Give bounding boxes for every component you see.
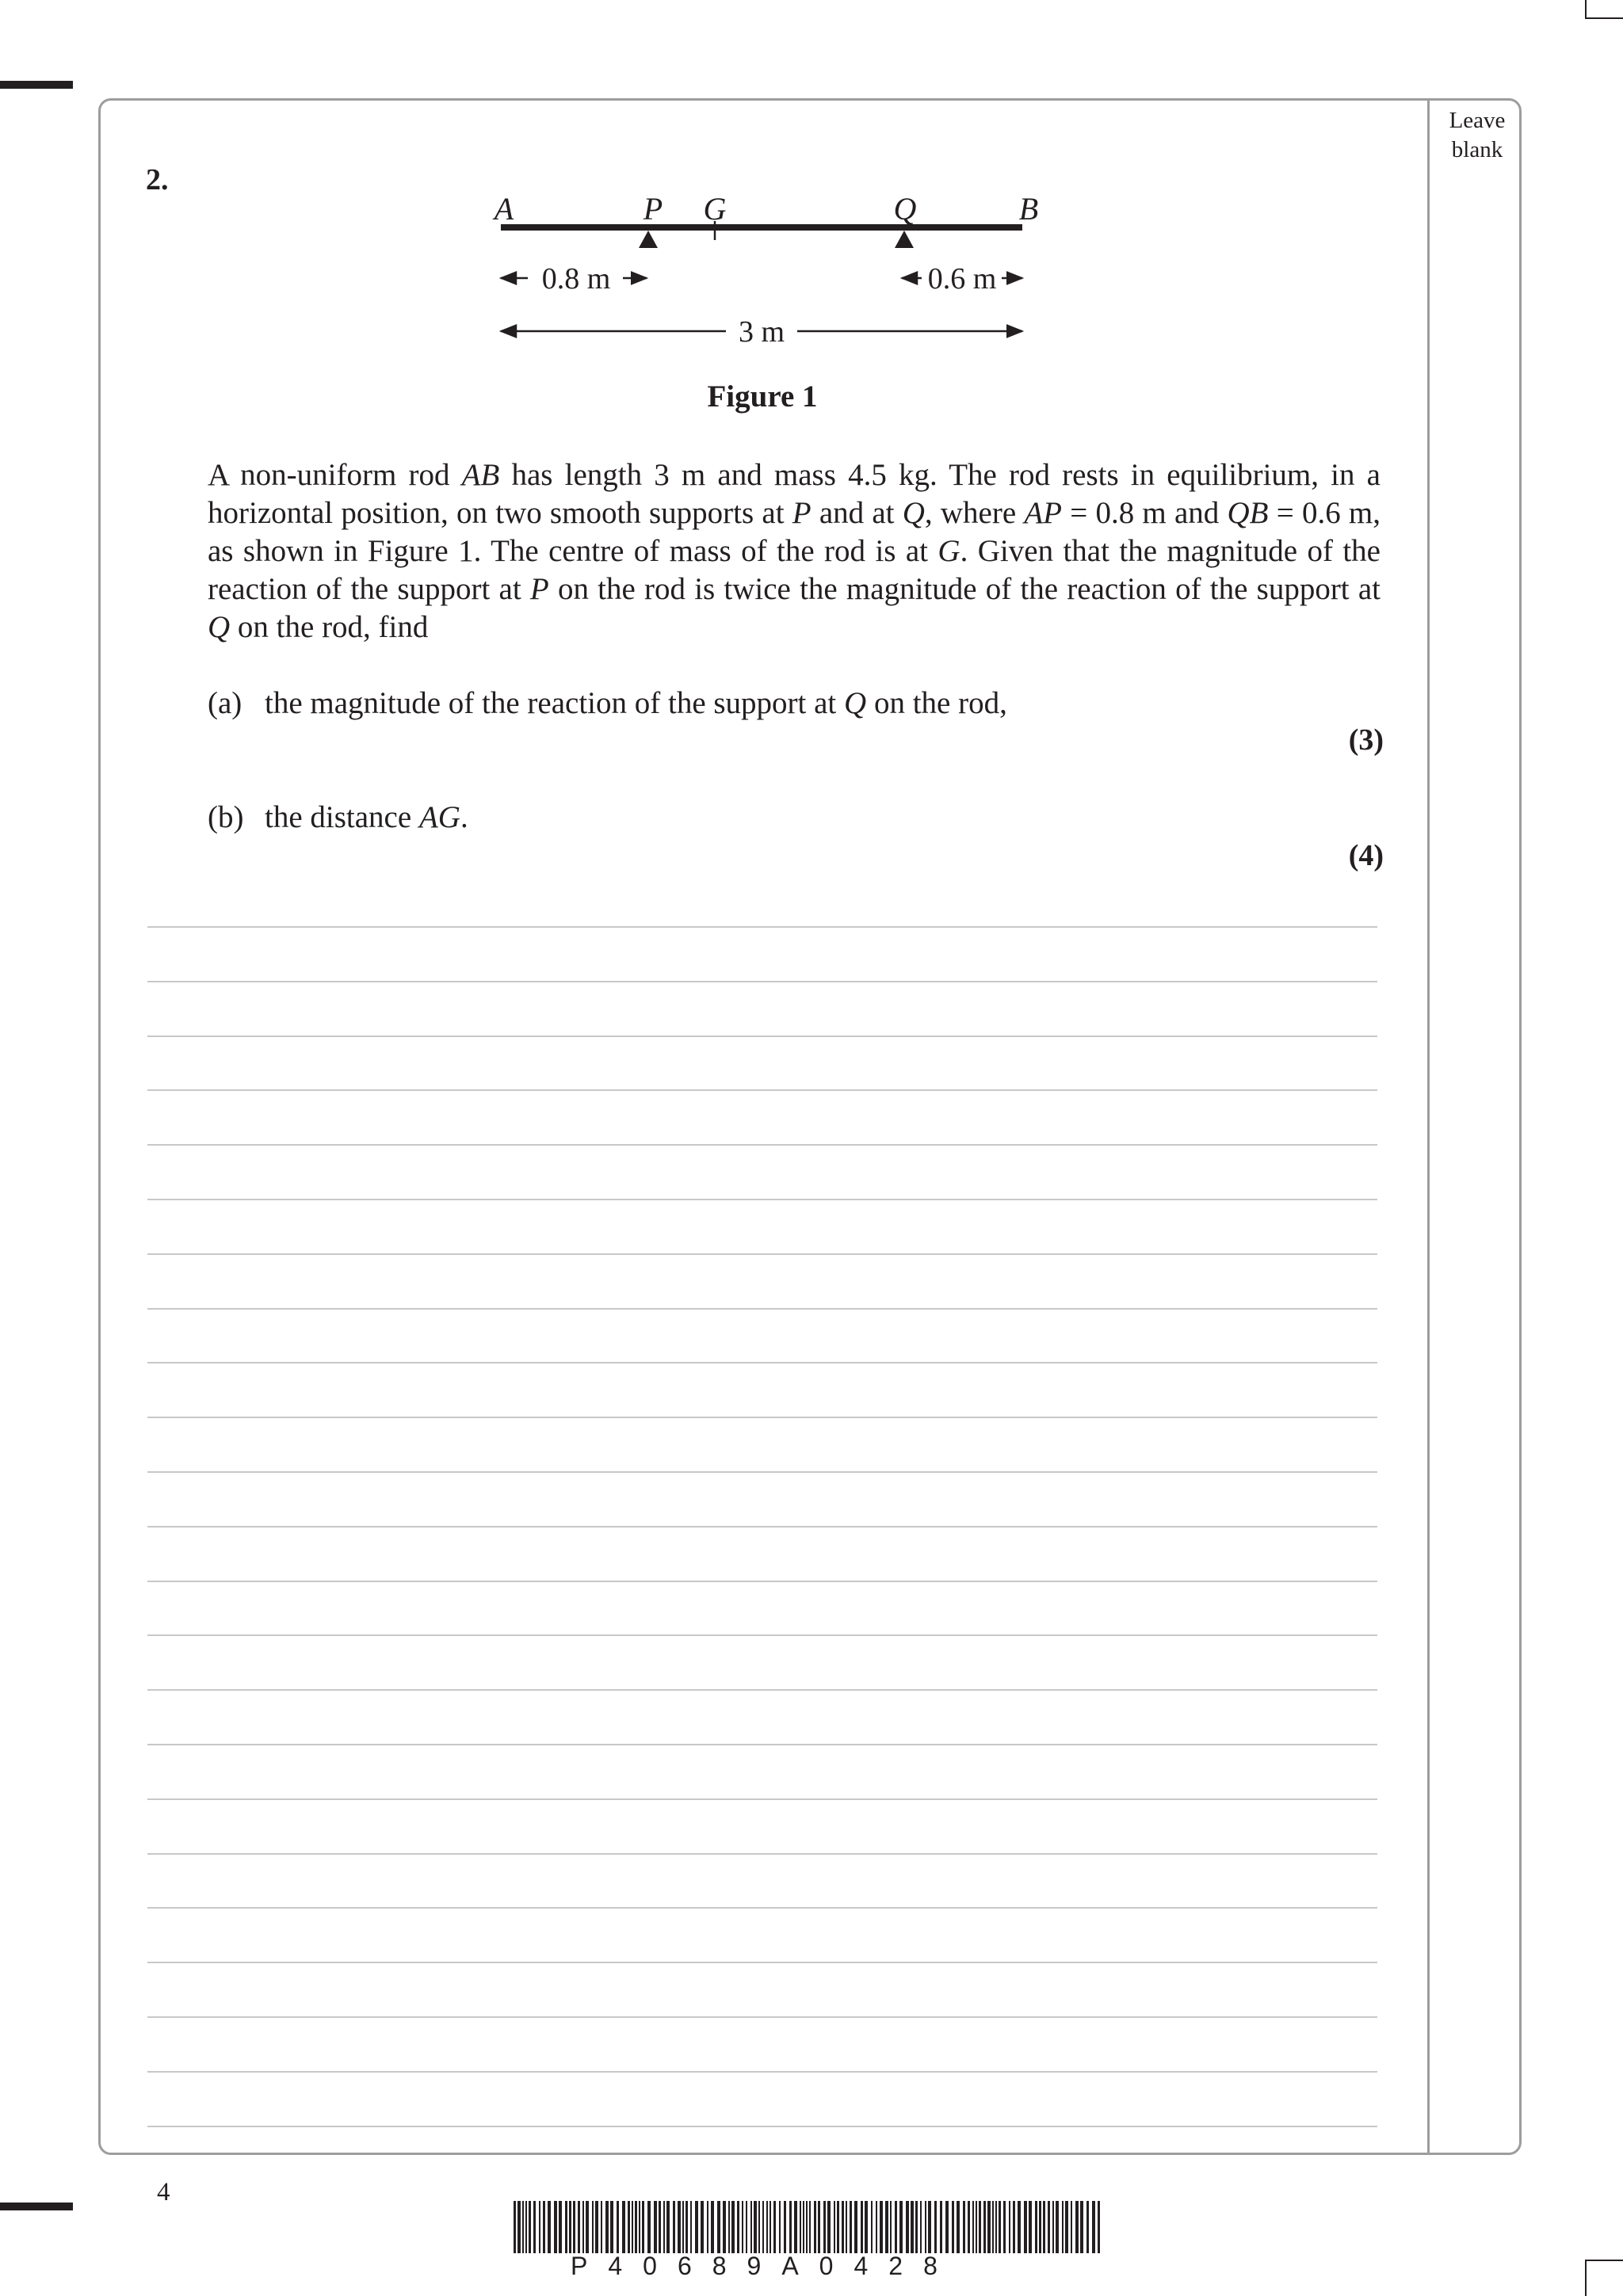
barcode-bar bbox=[871, 2201, 873, 2253]
barcode-bar bbox=[861, 2201, 863, 2253]
barcode-bar bbox=[1024, 2201, 1027, 2253]
answer-line bbox=[147, 926, 1377, 928]
text-run-italic: Q bbox=[902, 496, 925, 530]
leave-blank-line-2: blank bbox=[1451, 137, 1503, 162]
barcode-bar bbox=[514, 2201, 516, 2253]
barcode-bar bbox=[784, 2201, 786, 2253]
barcode-bar bbox=[972, 2201, 974, 2253]
barcode-bar bbox=[762, 2201, 764, 2253]
answer-line bbox=[147, 1689, 1377, 1691]
barcode-bar bbox=[533, 2201, 536, 2253]
question-paragraph bbox=[208, 456, 1381, 646]
page-number: 4 bbox=[157, 2178, 170, 2206]
dimension-ab: 3 m bbox=[738, 315, 785, 349]
rod-diagram bbox=[475, 178, 1046, 360]
crop-mark-top-right-horizontal bbox=[1585, 17, 1623, 19]
text-run-italic: P bbox=[529, 572, 549, 606]
barcode-bar bbox=[529, 2201, 531, 2253]
text-run: . Given that the magnitude of the reaction of the support at bbox=[208, 534, 1381, 606]
support-q bbox=[895, 231, 914, 248]
barcode-bar bbox=[779, 2201, 781, 2253]
barcode-bar bbox=[854, 2201, 857, 2253]
leave-blank-line-1: Leave bbox=[1449, 108, 1506, 133]
barcode-bar bbox=[601, 2201, 602, 2253]
barcode-bar bbox=[525, 2201, 527, 2253]
barcode-bar bbox=[746, 2201, 747, 2253]
barcode-bar bbox=[639, 2201, 640, 2253]
barcode-bar bbox=[635, 2201, 637, 2253]
question-number: 2. bbox=[146, 163, 169, 196]
barcode-bar bbox=[876, 2201, 877, 2253]
barcode-bar bbox=[628, 2201, 630, 2253]
answer-line bbox=[147, 1798, 1377, 1800]
barcode-bar bbox=[1080, 2201, 1083, 2253]
barcode-bar bbox=[605, 2201, 609, 2253]
point-label-p: P bbox=[643, 191, 663, 227]
barcode-bar bbox=[1029, 2201, 1032, 2253]
barcode-bar bbox=[999, 2201, 1001, 2253]
answer-line bbox=[147, 1253, 1377, 1255]
answer-line bbox=[147, 1144, 1377, 1146]
crop-mark-bottom-right-horizontal bbox=[1585, 2260, 1623, 2261]
barcode-bar bbox=[987, 2201, 991, 2253]
barcode-bar bbox=[632, 2201, 633, 2253]
text-run: = 0.8 m and bbox=[1062, 496, 1228, 530]
barcode-bar bbox=[1071, 2201, 1072, 2253]
barcode-bar bbox=[979, 2201, 981, 2253]
crop-mark-bottom-right-vertical bbox=[1585, 2260, 1587, 2296]
barcode-bar bbox=[915, 2201, 918, 2253]
text-run: = 0.6 m, as shown in Figure 1. The centre of mass of the rod is at bbox=[208, 496, 1381, 568]
barcode-bar bbox=[750, 2201, 752, 2253]
barcode-bar bbox=[1043, 2201, 1045, 2253]
barcode-bar bbox=[663, 2201, 665, 2253]
barcode-bar bbox=[690, 2201, 692, 2253]
barcode-bar bbox=[837, 2201, 839, 2253]
barcode-bar bbox=[654, 2201, 657, 2253]
barcode-bar bbox=[940, 2201, 942, 2253]
barcode-bar bbox=[983, 2201, 986, 2253]
barcode-bar bbox=[823, 2201, 826, 2253]
barcode-bar bbox=[622, 2201, 625, 2253]
text-run-italic: G bbox=[938, 534, 960, 568]
text-run: the magnitude of the reaction of the support at bbox=[265, 686, 845, 720]
part-a bbox=[208, 685, 1007, 723]
barcode-bar bbox=[842, 2201, 844, 2253]
barcode-bar bbox=[1035, 2201, 1037, 2253]
dimension-ap: 0.8 m bbox=[541, 262, 611, 296]
leave-blank-label bbox=[1433, 106, 1522, 165]
barcode-bar bbox=[834, 2201, 835, 2253]
barcode-bar bbox=[1039, 2201, 1041, 2253]
barcode-bar bbox=[1092, 2201, 1095, 2253]
barcode-bar bbox=[800, 2201, 801, 2253]
barcode-bar bbox=[906, 2201, 909, 2253]
barcode-bar bbox=[666, 2201, 670, 2253]
barcode-bar bbox=[595, 2201, 598, 2253]
answer-line bbox=[147, 1581, 1377, 1582]
point-label-q: Q bbox=[893, 191, 917, 227]
barcode-bar bbox=[701, 2201, 704, 2253]
answer-line bbox=[147, 2126, 1377, 2127]
barcode-bar bbox=[723, 2201, 726, 2253]
barcode-bar bbox=[766, 2201, 768, 2253]
answer-line bbox=[147, 2016, 1377, 2018]
text-run: . bbox=[460, 800, 468, 834]
barcode-bar bbox=[717, 2201, 720, 2253]
barcode-bar bbox=[543, 2201, 545, 2253]
barcode-bar bbox=[968, 2201, 970, 2253]
figure-caption-text: Figure 1 bbox=[707, 379, 818, 414]
answer-line bbox=[147, 1962, 1377, 1963]
barcode-bar bbox=[773, 2201, 776, 2253]
barcode-bar bbox=[565, 2201, 567, 2253]
barcode bbox=[514, 2201, 1102, 2253]
text-run-italic: AB bbox=[461, 458, 500, 492]
barcode-bar bbox=[814, 2201, 816, 2253]
barcode-bar bbox=[794, 2201, 797, 2253]
barcode-bar bbox=[1086, 2201, 1089, 2253]
crop-mark-top-right-vertical bbox=[1585, 0, 1587, 17]
text-run-italic: AP bbox=[1024, 496, 1063, 530]
barcode-bar bbox=[742, 2201, 743, 2253]
barcode-bar bbox=[548, 2201, 551, 2253]
barcode-bar bbox=[642, 2201, 644, 2253]
barcode-bar bbox=[1062, 2201, 1064, 2253]
text-run-italic: AG bbox=[418, 800, 460, 834]
barcode-bar bbox=[586, 2201, 589, 2253]
barcode-bar bbox=[569, 2201, 571, 2253]
barcode-bar bbox=[592, 2201, 594, 2253]
answer-line bbox=[147, 1199, 1377, 1200]
barcode-bar bbox=[1013, 2201, 1015, 2253]
barcode-bar bbox=[539, 2201, 540, 2253]
barcode-bar bbox=[1056, 2201, 1059, 2253]
answer-line bbox=[147, 1634, 1377, 1636]
barcode-bar bbox=[1018, 2201, 1021, 2253]
point-label-b: B bbox=[1018, 191, 1039, 227]
text-run: , where bbox=[924, 496, 1025, 530]
barcode-bar bbox=[789, 2201, 792, 2253]
barcode-bar bbox=[707, 2201, 708, 2253]
answer-line bbox=[147, 1471, 1377, 1473]
figure-caption bbox=[0, 379, 1525, 414]
barcode-bar bbox=[685, 2201, 688, 2253]
barcode-bar bbox=[846, 2201, 847, 2253]
barcode-bar bbox=[885, 2201, 888, 2253]
question-text bbox=[208, 456, 1381, 646]
barcode-bar bbox=[731, 2201, 735, 2253]
answer-line bbox=[147, 1417, 1377, 1418]
barcode-bar bbox=[682, 2201, 684, 2253]
text-run-italic: P bbox=[792, 496, 812, 530]
barcode-bar bbox=[925, 2201, 926, 2253]
text-run: has length 3 m and mass 4.5 kg. The rod rests in equilibrium, in a horizontal position, on two smooth supports at bbox=[208, 458, 1381, 530]
barcode-bar bbox=[865, 2201, 868, 2253]
text-run: A non-uniform rod bbox=[208, 458, 462, 492]
barcode-bar bbox=[963, 2201, 965, 2253]
text-run-italic: Q bbox=[208, 610, 231, 644]
barcode-bar bbox=[920, 2201, 922, 2253]
text-run: on the rod, bbox=[866, 686, 1007, 720]
barcode-bar bbox=[976, 2201, 977, 2253]
barcode-bar bbox=[952, 2201, 954, 2253]
barcode-bar bbox=[737, 2201, 739, 2253]
answer-line bbox=[147, 981, 1377, 982]
text-run-italic: Q bbox=[844, 686, 867, 720]
barcode-bar bbox=[1075, 2201, 1079, 2253]
barcode-bar bbox=[582, 2201, 584, 2253]
barcode-bar bbox=[818, 2201, 820, 2253]
barcode-bar bbox=[573, 2201, 575, 2253]
barcode-bar bbox=[559, 2201, 562, 2253]
barcode-bar bbox=[647, 2201, 651, 2253]
side-registration-mark-bottom bbox=[0, 2203, 73, 2210]
barcode-bar bbox=[678, 2201, 681, 2253]
barcode-bar bbox=[934, 2201, 937, 2253]
part-b-label: (b) bbox=[208, 800, 244, 834]
barcode-bar bbox=[1048, 2201, 1050, 2253]
part-b bbox=[208, 799, 468, 837]
barcode-bar bbox=[522, 2201, 524, 2253]
answer-line bbox=[147, 1907, 1377, 1909]
text-run: on the rod, find bbox=[230, 610, 429, 644]
barcode-bar bbox=[827, 2201, 831, 2253]
barcode-bar bbox=[517, 2201, 521, 2253]
answer-line bbox=[147, 1362, 1377, 1363]
answer-line bbox=[147, 2071, 1377, 2073]
barcode-bar bbox=[673, 2201, 675, 2253]
barcode-bar bbox=[1003, 2201, 1006, 2253]
part-a-label: (a) bbox=[208, 686, 242, 720]
barcode-bar bbox=[769, 2201, 771, 2253]
barcode-bar bbox=[617, 2201, 619, 2253]
barcode-bar bbox=[890, 2201, 892, 2253]
answer-line bbox=[147, 1853, 1377, 1855]
barcode-bar bbox=[728, 2201, 730, 2253]
barcode-bar bbox=[711, 2201, 714, 2253]
support-p bbox=[639, 231, 658, 248]
barcode-bar bbox=[957, 2201, 960, 2253]
part-b-marks: (4) bbox=[1348, 839, 1384, 872]
text-run: the distance bbox=[265, 800, 419, 834]
barcode-bar bbox=[945, 2201, 949, 2253]
barcode-bar bbox=[806, 2201, 808, 2253]
barcode-bar bbox=[758, 2201, 760, 2253]
text-run-italic: QB bbox=[1227, 496, 1269, 530]
barcode-bar bbox=[809, 2201, 811, 2253]
barcode-bar bbox=[610, 2201, 613, 2253]
barcode-bar bbox=[992, 2201, 994, 2253]
barcode-bar bbox=[695, 2201, 698, 2253]
barcode-bar bbox=[554, 2201, 557, 2253]
answer-line bbox=[147, 1526, 1377, 1527]
barcode-bar bbox=[1065, 2201, 1068, 2253]
barcode-bar bbox=[895, 2201, 897, 2253]
barcode-bar bbox=[880, 2201, 883, 2253]
answer-line bbox=[147, 1089, 1377, 1091]
text-run: and at bbox=[811, 496, 903, 530]
dimension-qb: 0.6 m bbox=[927, 262, 997, 296]
barcode-bar bbox=[803, 2201, 804, 2253]
barcode-bar bbox=[1052, 2201, 1054, 2253]
answer-line bbox=[147, 1035, 1377, 1037]
text-run: on the rod is twice the magnitude of the reaction of the support at bbox=[548, 572, 1381, 606]
barcode-bar bbox=[911, 2201, 914, 2253]
point-label-a: A bbox=[494, 191, 514, 227]
answer-line bbox=[147, 1744, 1377, 1745]
barcode-bar bbox=[1009, 2201, 1010, 2253]
barcode-text: P40689A0428 bbox=[571, 2252, 958, 2280]
barcode-bar bbox=[928, 2201, 931, 2253]
side-registration-mark-top bbox=[0, 81, 73, 89]
barcode-bar bbox=[1098, 2201, 1100, 2253]
barcode-bar bbox=[578, 2201, 580, 2253]
answer-line bbox=[147, 1308, 1377, 1310]
barcode-bar bbox=[995, 2201, 997, 2253]
barcode-bar bbox=[850, 2201, 852, 2253]
barcode-bar bbox=[754, 2201, 757, 2253]
barcode-bar bbox=[659, 2201, 661, 2253]
part-a-marks: (3) bbox=[1348, 723, 1384, 757]
barcode-bar bbox=[899, 2201, 903, 2253]
point-label-g: G bbox=[703, 191, 727, 227]
